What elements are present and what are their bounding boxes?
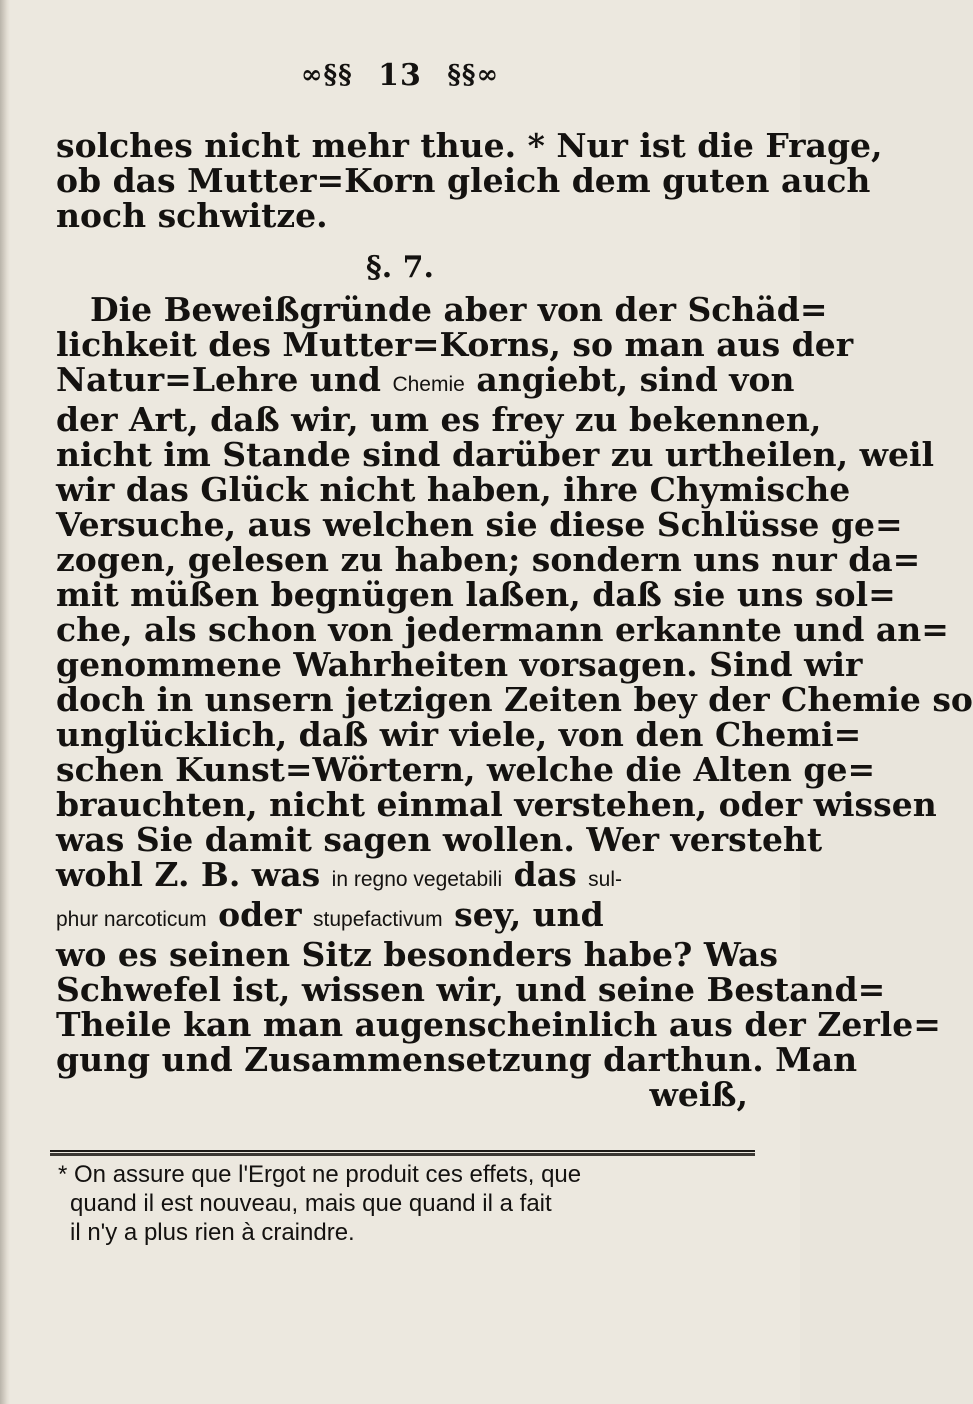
text-line: doch in unsern jetzigen Zeiten bey der Chemie so [56,680,973,719]
text-line: wo es seinen Sitz besonders habe? Was [56,935,778,974]
text-line: Schwefel ist, wissen wir, und seine Bestand= [56,970,886,1009]
text-line: der Art, daß wir, um es frey zu bekennen, [56,400,822,439]
text-line: Die Beweißgründe aber von der Schäd= [90,290,828,329]
catchword: weiß, [649,1075,748,1114]
text-line: noch schwitze. [56,196,328,235]
text-run: sey, und [454,895,604,934]
text-line: unglücklich, daß wir viele, von den Chemi= [56,715,862,754]
footnote [58,1160,758,1247]
latin-term: phur narcoticum [56,908,207,931]
text-line: brauchten, nicht einmal verstehen, oder wissen [56,785,937,824]
text-run: Natur=Lehre und [56,360,381,399]
text-line: ob das Mutter=Korn gleich dem guten auch [56,161,871,200]
footnote-line: quand il est nouveau, mais que quand il a fait [70,1190,552,1217]
latin-term: stupefactivum [313,908,443,931]
text-line: gung und Zusammensetzung darthun. Man [56,1040,858,1079]
page-binding-edge [0,0,10,1404]
text-line: zogen, gelesen zu haben; sondern uns nur da= [56,540,921,579]
latin-term: in regno vegetabili [331,868,503,891]
text-line [56,897,748,937]
running-header [0,56,800,93]
continued-paragraph [56,126,883,235]
latin-term: Chemie [392,373,465,396]
text-line: was Sie damit sagen wollen. Wer versteht [56,820,823,859]
text-line: Theile kan man augenscheinlich aus der Zerle= [56,1005,941,1044]
text-line [56,857,748,897]
footnote-rule [50,1150,755,1156]
main-paragraph [56,290,973,1114]
latin-term: sul- [588,868,623,891]
text-line: Versuche, aus welchen sie diese Schlüsse ge= [56,505,903,544]
text-run: oder [218,895,302,934]
text-line: solches nicht mehr thue. * Nur ist die Frage, [56,126,883,165]
text-run: das [513,855,577,894]
footnote-line: * On assure que l'Ergot ne produit ces effets, que [58,1161,582,1188]
text-run: wohl Z. B. was [56,855,321,894]
page-number: 13 [378,57,422,93]
text-line: nicht im Stande sind darüber zu urtheilen, weil [56,435,935,474]
text-line: lichkeit des Mutter=Korns, so man aus der [56,325,854,364]
text-line: genommene Wahrheiten vorsagen. Sind wir [56,645,863,684]
section-heading: §. 7. [366,250,434,285]
text-line [56,360,795,402]
text-line: wir das Glück nicht haben, ihre Chymische [56,470,851,509]
footnote-line: il n'y a plus rien à craindre. [70,1219,355,1246]
text-run: angiebt, sind von [476,360,795,399]
header-ornament-left: ∞§§ [300,60,353,90]
text-line: mit müßen begnügen laßen, daß sie uns sol= [56,575,896,614]
text-line: schen Kunst=Wörtern, welche die Alten ge= [56,750,876,789]
text-line: che, als schon von jedermann erkannte und an= [56,610,949,649]
header-ornament-right: §§∞ [447,60,500,90]
